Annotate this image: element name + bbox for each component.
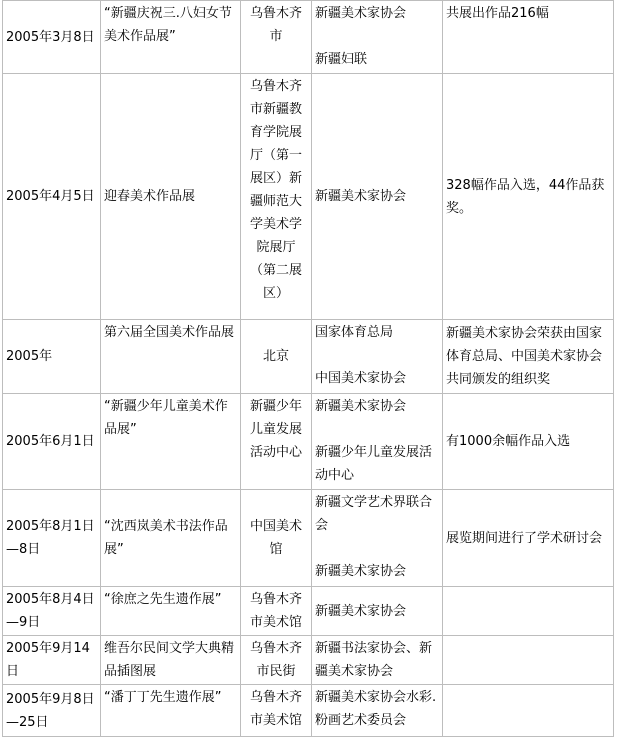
- organizer-cell: [312, 74, 443, 320]
- organizer-line: 新疆美术家协会水彩.粉画艺术委员会: [315, 690, 437, 728]
- organizer-cell: [312, 685, 443, 737]
- note-cell: 展览期间进行了学术研讨会: [443, 490, 614, 587]
- table-row: [3, 320, 614, 394]
- organizer-line: 新疆美术家协会: [315, 564, 407, 579]
- organizer-line: 新疆美术家协会: [315, 189, 407, 204]
- organizer-line: 新疆美术家协会: [315, 6, 407, 21]
- organizer-line: 新疆妇联: [315, 52, 368, 67]
- date-cell: 2005年8月4日—9日: [3, 587, 101, 636]
- table-row: [3, 636, 614, 685]
- venue-cell: 乌鲁木齐市新疆教育学院展厅（第一展区）新疆师范大学美术学院展厅（第二展区）: [241, 74, 312, 320]
- table-row: [3, 394, 614, 490]
- exhibition-table: [2, 0, 614, 737]
- organizer-cell: [312, 587, 443, 636]
- date-cell: 2005年4月5日: [3, 74, 101, 320]
- table-row: [3, 685, 614, 737]
- venue-cell: 乌鲁木齐市: [241, 1, 312, 74]
- date-cell: 2005年9月14日: [3, 636, 101, 685]
- date-cell: 2005年8月1日—8日: [3, 490, 101, 587]
- exhibition-name-cell: “潘丁丁先生遗作展”: [101, 685, 241, 737]
- organizer-line: 新疆书法家协会、新疆美术家协会: [315, 641, 433, 679]
- table-row: [3, 587, 614, 636]
- table-row: [3, 74, 614, 320]
- date-cell: 2005年6月1日: [3, 394, 101, 490]
- venue-cell: 乌鲁木齐市民街: [241, 636, 312, 685]
- venue-cell: 中国美术馆: [241, 490, 312, 587]
- organizer-line: 新疆美术家协会: [315, 399, 407, 414]
- organizer-line: 中国美术家协会: [315, 371, 407, 386]
- venue-cell: 北京: [241, 320, 312, 394]
- date-cell: 2005年9月8日—25日: [3, 685, 101, 737]
- note-cell: 新疆美术家协会荣获由国家体育总局、中国美术家协会共同颁发的组织奖: [443, 320, 614, 394]
- organizer-cell: [312, 1, 443, 74]
- organizer-cell: [312, 490, 443, 587]
- organizer-cell: [312, 636, 443, 685]
- note-cell: [443, 587, 614, 636]
- note-cell: 有1000余幅作品入选: [443, 394, 614, 490]
- exhibition-name-cell: “新疆少年儿童美术作品展”: [101, 394, 241, 490]
- venue-cell: 新疆少年儿童发展活动中心: [241, 394, 312, 490]
- venue-cell: 乌鲁木齐市美术馆: [241, 587, 312, 636]
- note-cell: [443, 636, 614, 685]
- note-cell: [443, 685, 614, 737]
- organizer-line: 国家体育总局: [315, 325, 394, 340]
- date-cell: 2005年: [3, 320, 101, 394]
- venue-cell: 乌鲁木齐市美术馆: [241, 685, 312, 737]
- organizer-line: 新疆文学艺术界联合会: [315, 495, 433, 533]
- organizer-line: 新疆美术家协会: [315, 603, 407, 619]
- organizer-cell: [312, 394, 443, 490]
- exhibition-name-cell: 迎春美术作品展: [101, 74, 241, 320]
- note-cell: 共展出作品216幅: [443, 1, 614, 74]
- exhibition-name-cell: “新疆庆祝三.八妇女节美术作品展”: [101, 1, 241, 74]
- exhibition-name-cell: 第六届全国美术作品展: [101, 320, 241, 394]
- exhibition-name-cell: 维吾尔民间文学大典精品插图展: [101, 636, 241, 685]
- date-cell: 2005年3月8日: [3, 1, 101, 74]
- exhibition-name-cell: “沈西岚美术书法作品展”: [101, 490, 241, 587]
- organizer-line: 新疆少年儿童发展活动中心: [315, 445, 433, 483]
- organizer-cell: [312, 320, 443, 394]
- table-row: [3, 490, 614, 587]
- note-cell: 328幅作品入选，44作品获奖。: [443, 74, 614, 320]
- exhibition-table-body: [3, 1, 614, 737]
- exhibition-name-cell: “徐庶之先生遗作展”: [101, 587, 241, 636]
- table-row: [3, 1, 614, 74]
